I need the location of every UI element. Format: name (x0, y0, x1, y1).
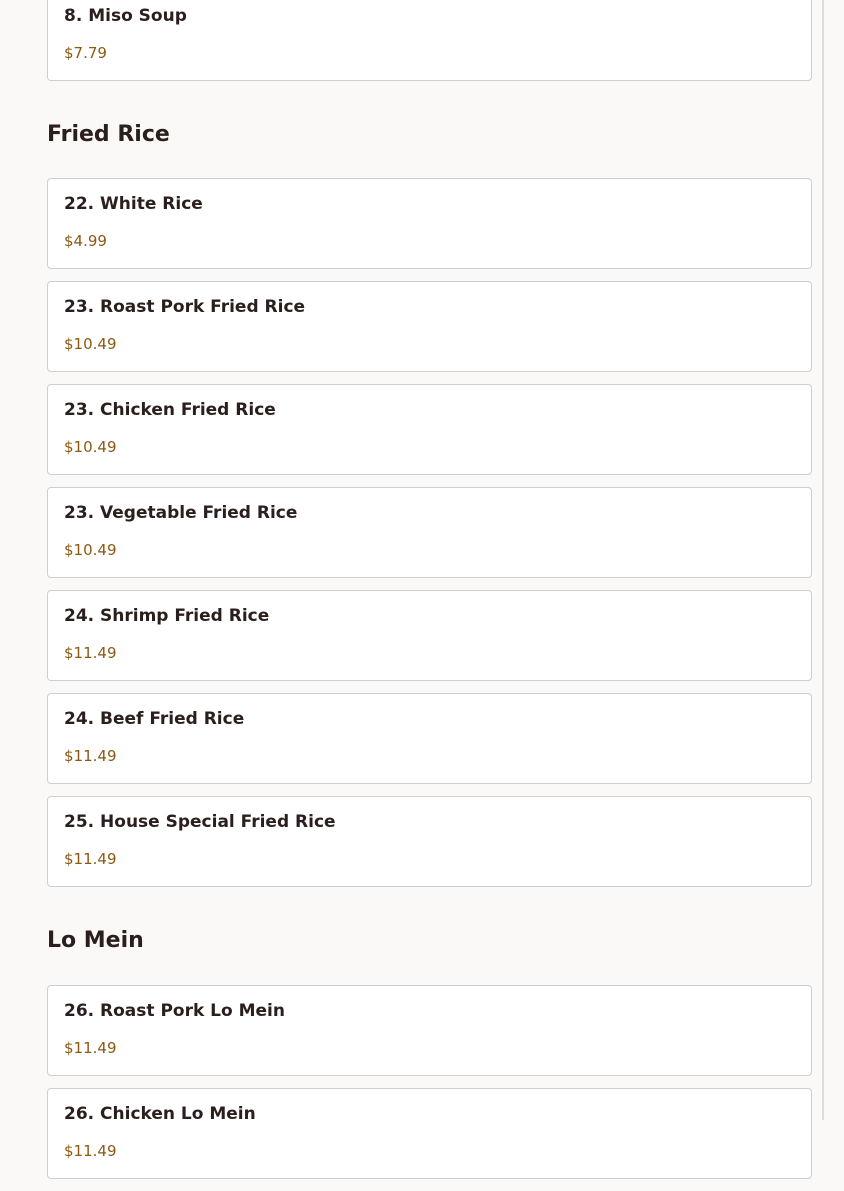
menu-item-name: 23. Vegetable Fried Rice (64, 503, 298, 523)
menu-item-price: $10.49 (64, 541, 117, 559)
section-title-lo-mein: Lo Mein (47, 928, 144, 953)
menu-item-name: 26. Chicken Lo Mein (64, 1104, 256, 1124)
menu-item-name: 22. White Rice (64, 194, 203, 214)
menu-list (47, 0, 812, 1191)
menu-item-price: $11.49 (64, 644, 117, 662)
menu-item-card[interactable] (47, 384, 812, 475)
menu-item-card[interactable] (47, 1088, 812, 1179)
menu-item-price: $11.49 (64, 1039, 117, 1057)
menu-item-price: $7.79 (64, 44, 107, 62)
menu-item-price: $10.49 (64, 335, 117, 353)
menu-item-card[interactable] (47, 0, 812, 81)
menu-item-price: $4.99 (64, 232, 107, 250)
scrollbar-track[interactable] (822, 0, 824, 1120)
section-title-fried-rice: Fried Rice (47, 122, 170, 147)
menu-item-name: 23. Chicken Fried Rice (64, 400, 276, 420)
menu-item-card[interactable] (47, 487, 812, 578)
menu-item-name: 26. Roast Pork Lo Mein (64, 1001, 285, 1021)
menu-item-name: 24. Shrimp Fried Rice (64, 606, 270, 626)
menu-item-card[interactable] (47, 796, 812, 887)
menu-item-name: 25. House Special Fried Rice (64, 812, 336, 832)
menu-item-price: $11.49 (64, 1142, 117, 1160)
menu-item-card[interactable] (47, 985, 812, 1076)
menu-item-price: $11.49 (64, 747, 117, 765)
menu-item-name: 23. Roast Pork Fried Rice (64, 297, 306, 317)
menu-item-card[interactable] (47, 590, 812, 681)
menu-item-card[interactable] (47, 693, 812, 784)
menu-item-card[interactable] (47, 178, 812, 269)
menu-item-card[interactable] (47, 281, 812, 372)
menu-item-name: 8. Miso Soup (64, 6, 187, 26)
menu-item-price: $11.49 (64, 850, 117, 868)
menu-item-price: $10.49 (64, 438, 117, 456)
menu-item-name: 24. Beef Fried Rice (64, 709, 245, 729)
